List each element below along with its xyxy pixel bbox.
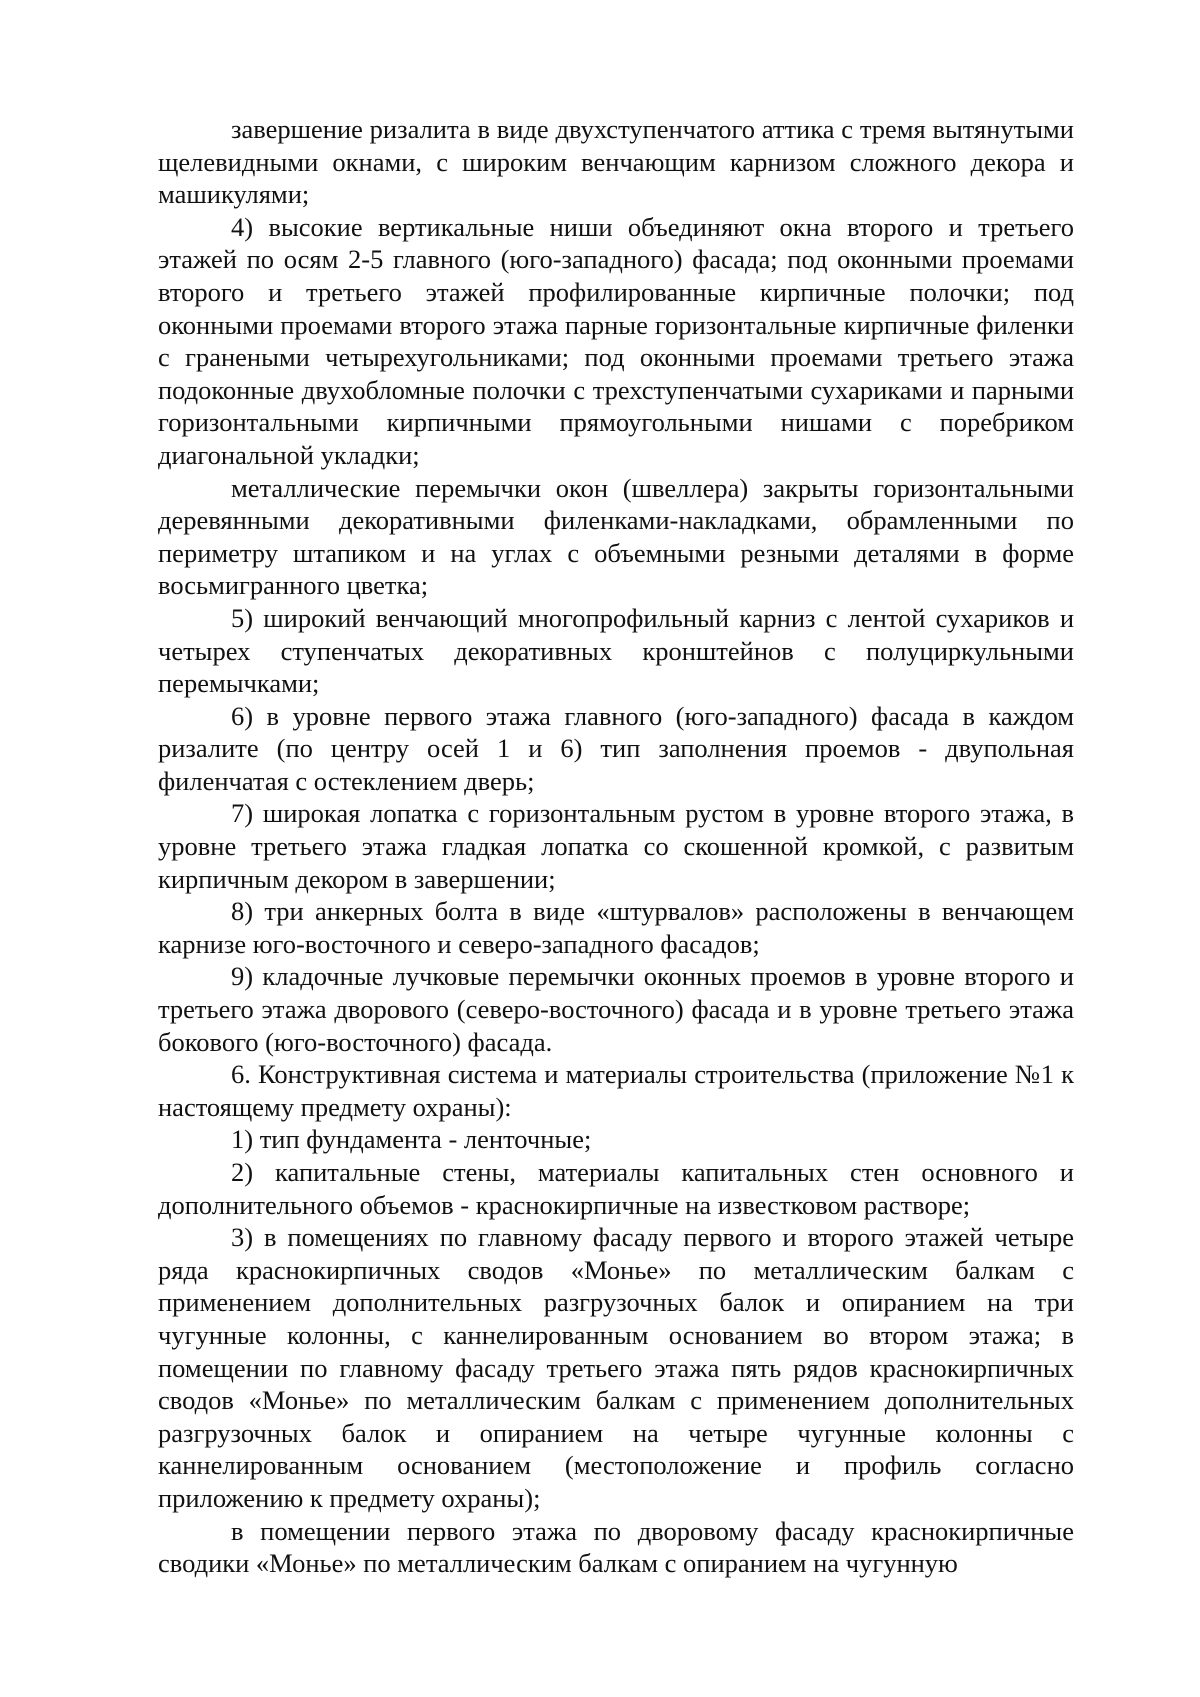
paragraph-item-4: 4) высокие вертикальные ниши объединяют окна второго и третьего этажей по осям 2-5 главного (юго-западного) фасада; под оконными проемами второго и третьего этажей профилированные кирпичные полочки; под оконными проемами второго этажа парные горизонтальные кирпичные филенки с гранеными четырехугольниками; под оконными проемами третьего этажа подоконные двухобломные полочки с трехступенчатыми сухариками и парными горизонтальными кирпичными прямоугольными нишами с поребриком диагональной укладки; xyxy=(158,211,1074,470)
paragraph-capital-walls: 2) капитальные стены, материалы капитальных стен основного и дополнительного объемов - краснокирпичные на известковом растворе; xyxy=(158,1157,1074,1220)
paragraph-attic-completion: завершение ризалита в виде двухступенчатого аттика с тремя вытянутыми щелевидными окнами, с широким венчающим карнизом сложного декора и машикулями; xyxy=(158,114,1074,210)
document-body xyxy=(158,113,1074,1580)
paragraph-item-9: 9) кладочные лучковые перемычки оконных проемов в уровне второго и третьего этажа дворового (северо-восточного) фасада и в уровне третьего этажа бокового (юго-восточного) фасада. xyxy=(158,961,1074,1057)
paragraph-vaults: 3) в помещениях по главному фасаду первого и второго этажей четыре ряда краснокирпичных сводов «Монье» по металлическим балкам с применением дополнительных разгрузочных балок и опиранием на три чугунные колонны, с каннелированным основанием во втором этажа; в помещении по главному фасаду третьего этажа пять рядов краснокирпичных сводов «Монье» по металлическим балкам с применением дополнительных разгрузочных балок и опиранием на четыре чугунные колонны с каннелированным основанием (местоположение и профиль согласно приложению к предмету охраны); xyxy=(158,1222,1074,1513)
paragraph-item-8: 8) три анкерных болта в виде «штурвалов» расположены в венчающем карнизе юго-восточного и северо-западного фасадов; xyxy=(158,896,1074,959)
paragraph-item-7: 7) широкая лопатка с горизонтальным рустом в уровне второго этажа, в уровне третьего этажа гладкая лопатка со скошенной кромкой, с развитым кирпичным декором в завершении; xyxy=(158,798,1074,894)
paragraph-foundation: 1) тип фундамента - ленточные; xyxy=(231,1124,592,1155)
paragraph-section-6-heading: 6. Конструктивная система и материалы строительства (приложение №1 к настоящему предмету охраны): xyxy=(158,1059,1074,1122)
paragraph-item-6: 6) в уровне первого этажа главного (юго-западного) фасада в каждом ризалите (по центру осей 1 и 6) тип заполнения проемов - двупольная филенчатая с остеклением дверь; xyxy=(158,700,1074,796)
paragraph-item-5: 5) широкий венчающий многопрофильный карниз с лентой сухариков и четырех ступенчатых декоративных кронштейнов с полуциркульными перемычками; xyxy=(158,602,1074,699)
paragraph-courtyard-vaults: в помещении первого этажа по дворовому фасаду краснокирпичные сводики «Монье» по металлическим балкам с опиранием на чугунную xyxy=(158,1515,1074,1579)
paragraph-metal-lintels: металлические перемычки окон (швеллера) закрыты горизонтальными деревянными декоративными филенками-накладками, обрамленными по периметру штапиком и на углах с объемными резными деталями в форме восьмигранного цветка; xyxy=(158,472,1074,601)
